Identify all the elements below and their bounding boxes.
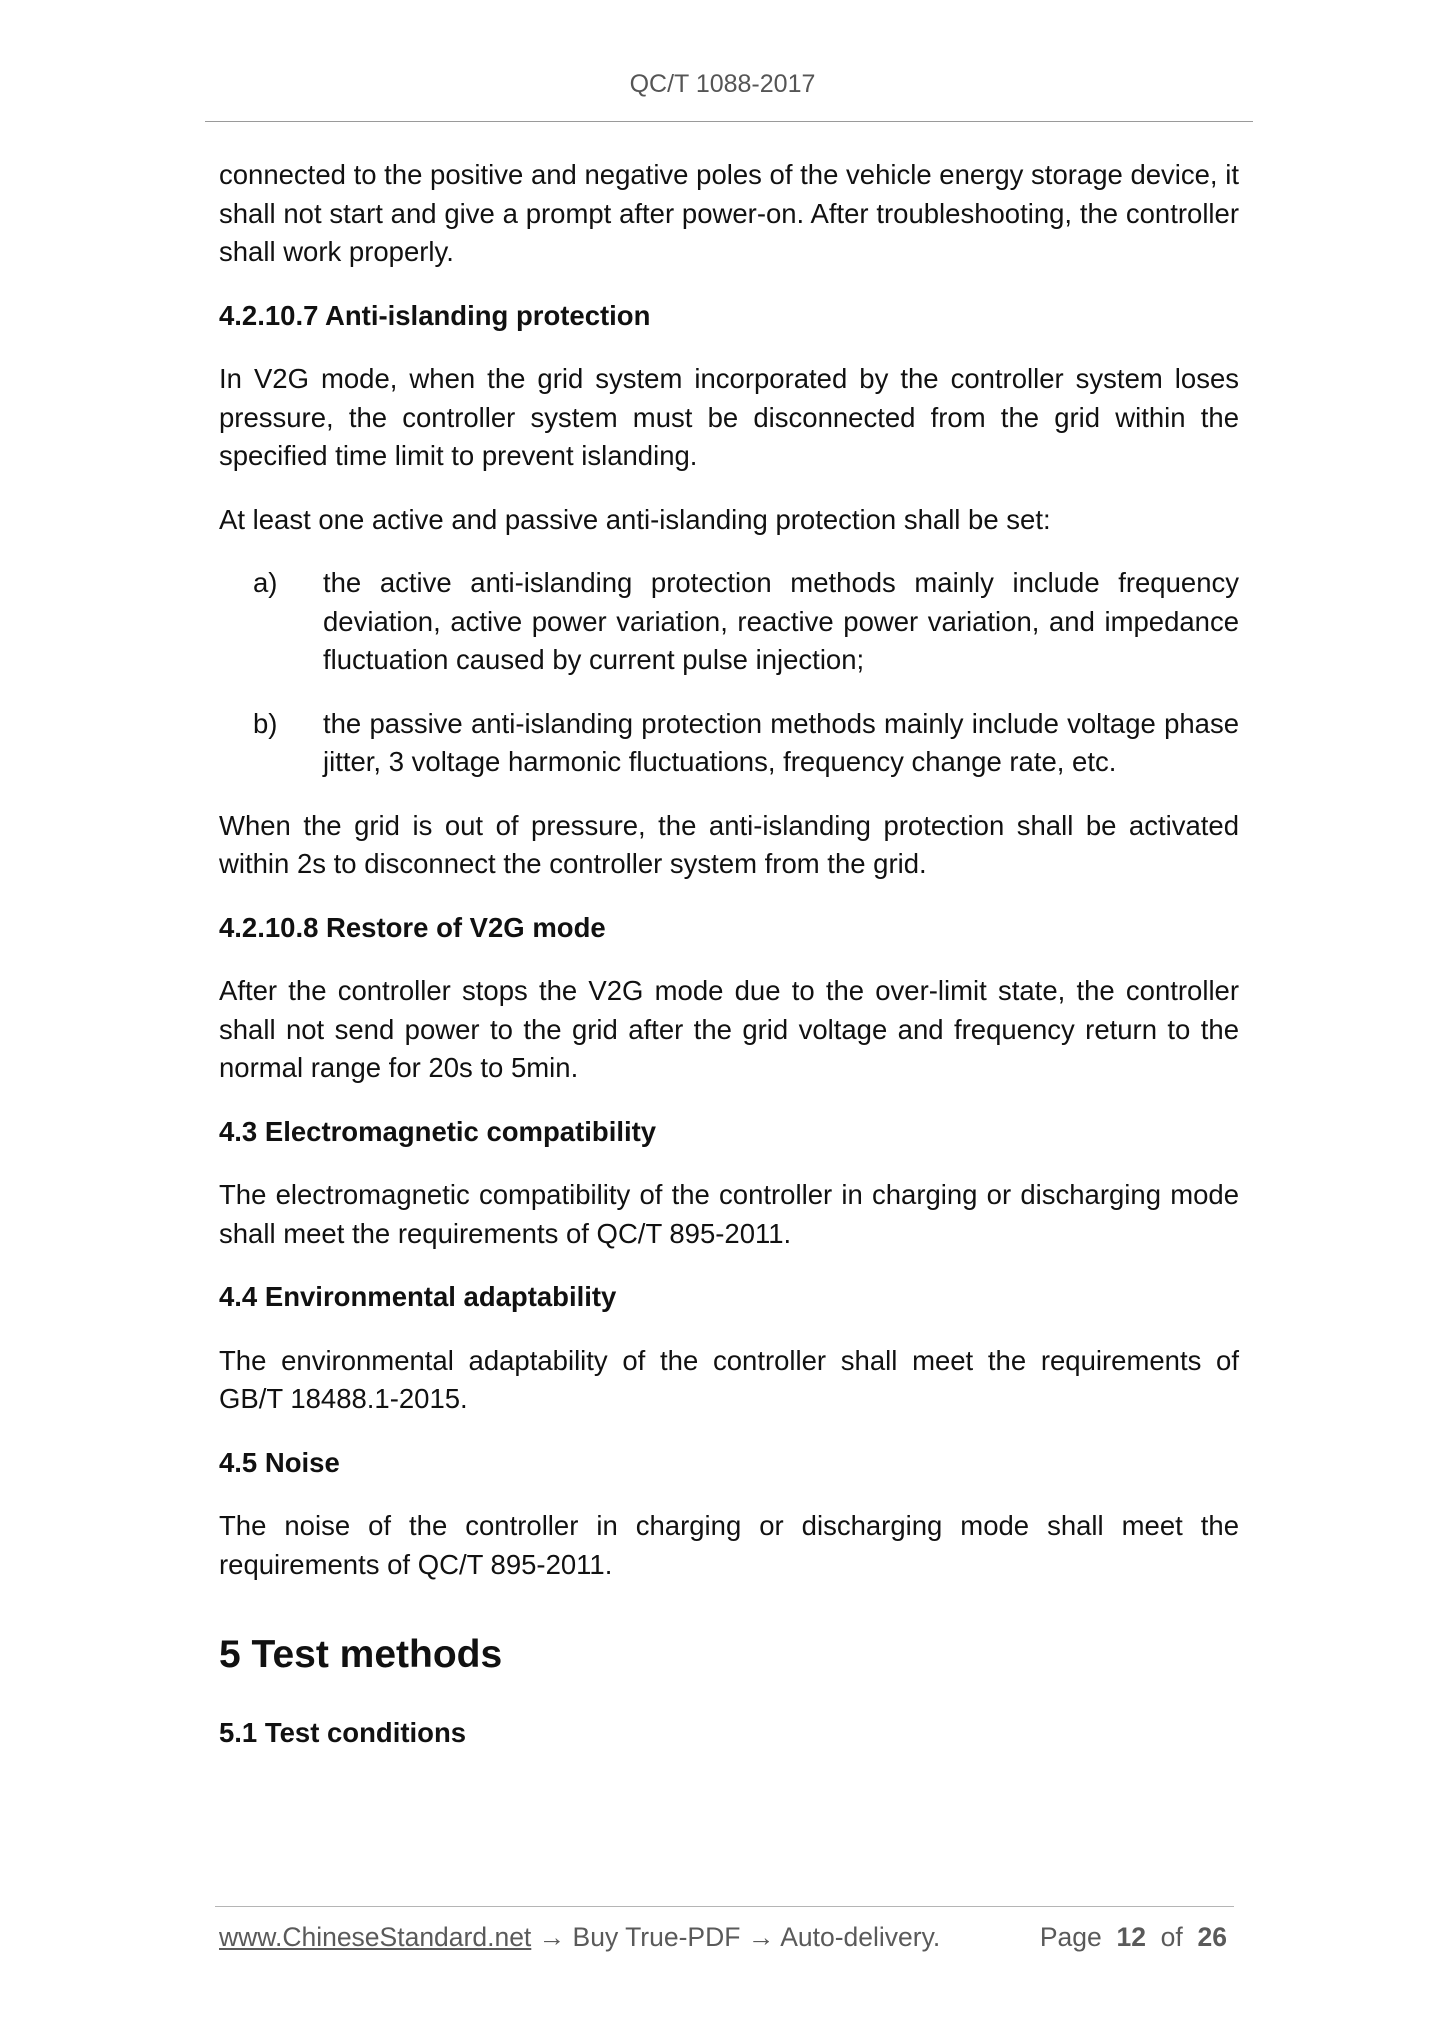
list-text-a: the active anti-islanding protection methods mainly include frequency deviation, active power variation, reactive power variation, and impedance fluctuation caused by current pulse injection;: [323, 567, 1239, 675]
heading-5: 5 Test methods: [219, 1633, 503, 1676]
document-code: QC/T 1088-2017: [629, 70, 816, 98]
list-marker-b: b): [253, 707, 278, 739]
of-label: of: [1160, 1922, 1183, 1952]
heading-4-2-10-8: 4.2.10.8 Restore of V2G mode: [219, 911, 606, 943]
heading-5-1: 5.1 Test conditions: [219, 1717, 467, 1748]
list-item-b: [253, 705, 1239, 782]
arrow-icon: →: [538, 1922, 566, 1952]
page-total: 26: [1197, 1922, 1227, 1952]
paragraph-noise: The noise of the controller in charging or discharging mode shall meet the requirements of QC/T 895-2011.: [219, 1510, 1239, 1580]
header-divider: [205, 121, 1253, 122]
paragraph-continuation: connected to the positive and negative poles of the vehicle energy storage device, it shall not start and give a prompt after power-on. After troubleshooting, the controller shall work properly.: [219, 159, 1239, 267]
heading-4-2-10-7: 4.2.10.7 Anti-islanding protection: [219, 299, 651, 331]
footer-divider: [215, 1906, 1234, 1907]
page-footer: [219, 1922, 1235, 1953]
page-indicator: [1040, 1922, 1227, 1953]
delivery-text: Auto-delivery.: [780, 1922, 941, 1952]
paragraph-protection-set: At least one active and passive anti-islanding protection shall be set:: [219, 503, 1051, 535]
paragraph-restore-v2g: After the controller stops the V2G mode due to the over-limit state, the controller shall not send power to the grid after the grid voltage and frequency return to the normal range for 20s to 5min.: [219, 975, 1239, 1083]
paragraph-environmental: The environmental adaptability of the controller shall meet the requirements of GB/T 18488.1-2015.: [219, 1344, 1239, 1414]
paragraph-emc: The electromagnetic compatibility of the controller in charging or discharging mode shall meet the requirements of QC/T 895-2011.: [219, 1179, 1239, 1249]
heading-4-5: 4.5 Noise: [219, 1446, 340, 1478]
page-current: 12: [1116, 1922, 1146, 1952]
page-header: [0, 70, 1445, 99]
paragraph-grid-out-of-pressure: When the grid is out of pressure, the anti-islanding protection shall be activated within 2s to disconnect the controller system from the grid.: [219, 809, 1239, 879]
paragraph-v2g-mode: In V2G mode, when the grid system incorporated by the controller system loses pressure, the controller system must be disconnected from the grid within the specified time limit to prevent islanding.: [219, 363, 1239, 471]
heading-4-4: 4.4 Environmental adaptability: [219, 1281, 617, 1312]
arrow-icon: →: [747, 1922, 775, 1952]
heading-4-3: 4.3 Electromagnetic compatibility: [219, 1115, 657, 1147]
list-marker-a: a): [253, 567, 278, 598]
buy-text: Buy True-PDF: [572, 1922, 741, 1952]
list-text-b: the passive anti-islanding protection methods mainly include voltage phase jitter, 3 voltage harmonic fluctuations, frequency change rate, etc.: [323, 707, 1239, 777]
list-item-a: [253, 564, 1239, 680]
website-link[interactable]: www.ChineseStandard.net: [219, 1922, 532, 1952]
page-label: Page: [1039, 1922, 1102, 1952]
document-body: [219, 156, 1239, 1753]
